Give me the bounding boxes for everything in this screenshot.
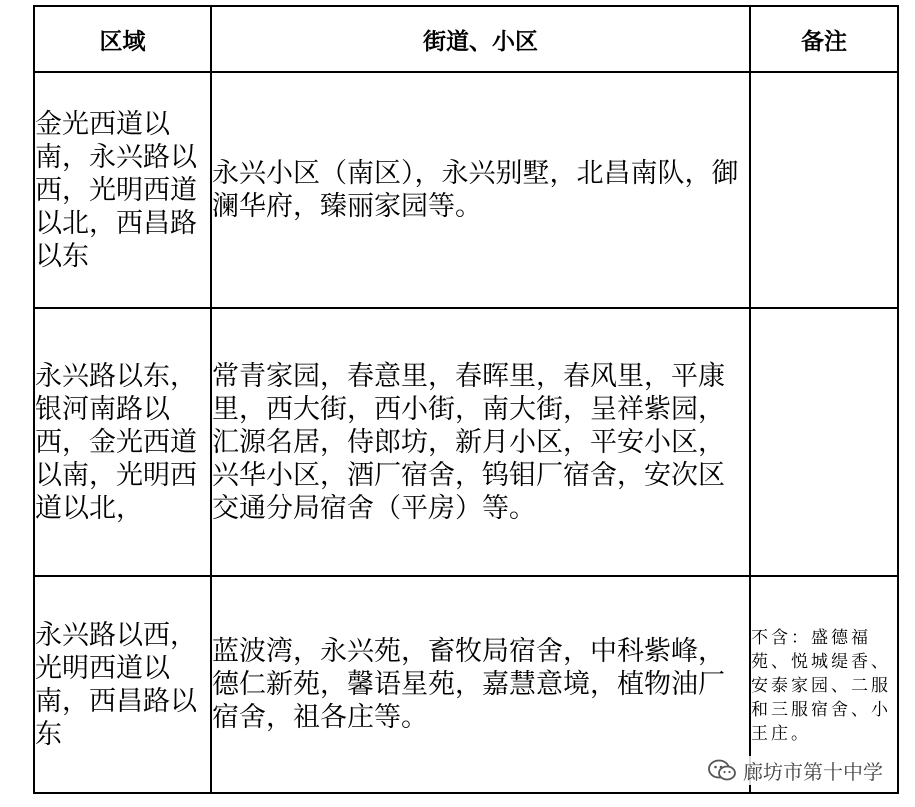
table-row	[34, 72, 898, 308]
header-note: 备注	[750, 6, 898, 72]
watermark	[705, 756, 885, 785]
watermark-text: 廊坊市第十中学	[743, 760, 883, 784]
note-text	[751, 189, 897, 191]
streets-cell: 永兴小区（南区），永兴别墅，北昌南队，御澜华府，臻丽家园等。	[211, 72, 750, 308]
table-header-row	[34, 6, 898, 72]
note-cell	[750, 72, 898, 308]
wechat-icon	[707, 758, 737, 784]
district-table	[33, 5, 899, 794]
note-text	[751, 441, 897, 443]
note-text: 不含：盛德福苑、悦城缇香、安泰家园、二服和三服宿舍、小王庄。	[751, 627, 891, 744]
streets-cell: 常青家园，春意里，春晖里，春风里，平康里，西大街，西小街，南大街，呈祥紫园，汇源名居，侍郎坊，新月小区，平安小区，兴华小区，酒厂宿舍，钨钼厂宿舍，安次区交通分局宿舍（平房）等。	[211, 308, 750, 576]
note-cell	[750, 308, 898, 576]
header-streets: 街道、小区	[211, 6, 750, 72]
area-cell: 永兴路以西，光明西道以南，西昌路以东	[34, 576, 211, 793]
area-cell: 金光西道以南，永兴路以西，光明西道以北，西昌路以东	[34, 72, 211, 308]
table-row	[34, 308, 898, 576]
area-cell: 永兴路以东，银河南路以西，金光西道以南，光明西道以北，	[34, 308, 211, 576]
header-area: 区域	[34, 6, 211, 72]
streets-cell: 蓝波湾，永兴苑，畜牧局宿舍，中科紫峰，德仁新苑，馨语星苑，嘉慧意境，植物油厂宿舍，祖各庄等。	[211, 576, 750, 793]
